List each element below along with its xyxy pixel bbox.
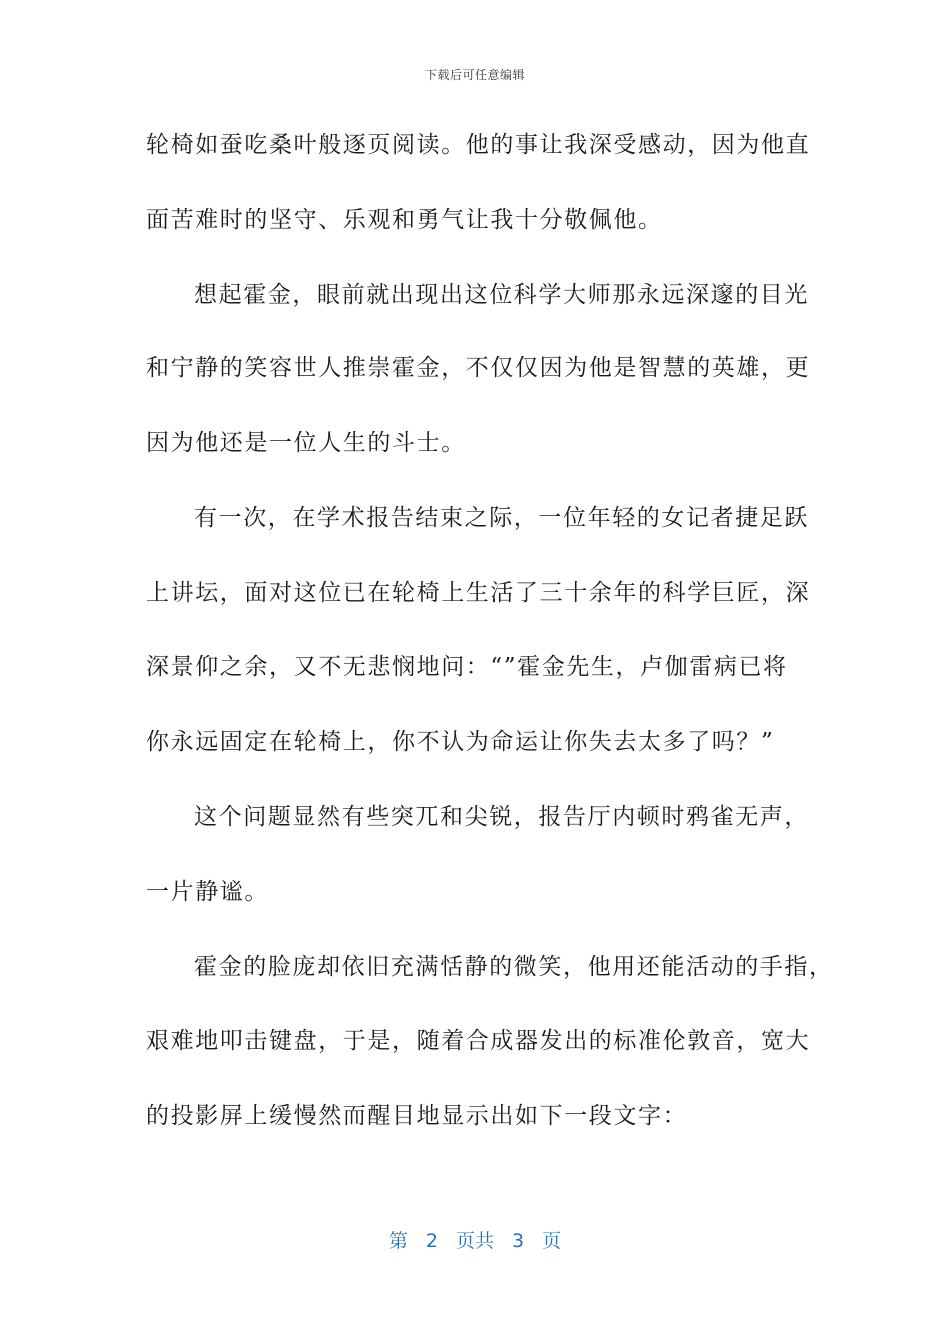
text-line: 和宁静的笑容世人推崇霍金，不仅仅因为他是智慧的英雄，更 (146, 355, 811, 381)
paragraph-start-line: 这个问题显然有些突兀和尖锐，报告厅内顿时鸦雀无声， (194, 804, 809, 830)
text-line: 你永远固定在轮椅上，你不认为命运让你失去太多了吗？” (146, 729, 775, 755)
text-line: 艰难地叩击键盘，于是，随着合成器发出的标准伦敦音，宽大 (146, 1028, 811, 1054)
page-footer (0, 1226, 950, 1253)
total-pages-number: 3 (512, 1230, 525, 1252)
text-line: 面苦难时的坚守、乐观和勇气让我十分敬佩他。 (146, 207, 663, 233)
text-line: 轮椅如蚕吃桑叶般逐页阅读。他的事让我深受感动，因为他直 (146, 132, 811, 158)
page-label-suffix: 页 (542, 1230, 562, 1252)
text-line: 一片静谧。 (146, 879, 269, 905)
page-label-prefix: 第 (388, 1230, 408, 1252)
paragraph-start-line: 霍金的脸庞却依旧充满恬静的微笑，他用还能活动的手指， (194, 954, 834, 980)
text-line: 的投影屏上缓慢然而醒目地显示出如下一段文字： (146, 1103, 688, 1129)
text-line: 上讲坛，面对这位已在轮椅上生活了三十余年的科学巨匠，深 (146, 580, 811, 606)
page-label-mid: 页共 (455, 1230, 494, 1252)
current-page-number: 2 (425, 1230, 438, 1252)
text-line: 因为他还是一位人生的斗士。 (146, 430, 466, 456)
text-line: 深景仰之余，又不无悲悯地问：“”霍金先生，卢伽雷病已将 (146, 654, 788, 680)
page-header: 下载后可任意编辑 (424, 68, 525, 82)
paragraph-start-line: 有一次，在学术报告结束之际，一位年轻的女记者捷足跃 (194, 505, 809, 531)
paragraph-start-line: 想起霍金，眼前就出现出这位科学大师那永远深邃的目光 (194, 282, 809, 308)
